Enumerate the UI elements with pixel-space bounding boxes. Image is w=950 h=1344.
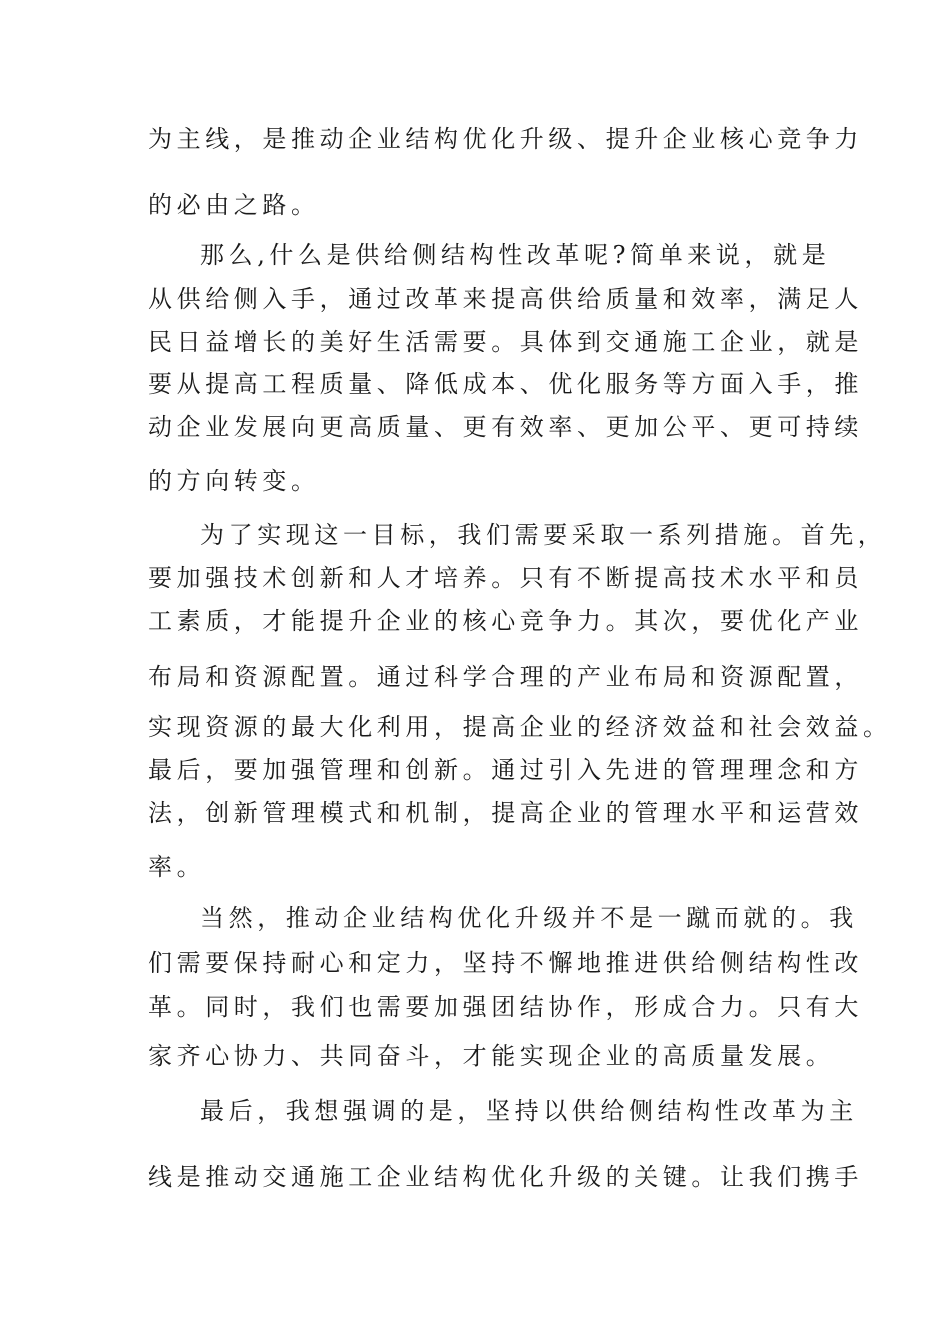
text-line: 动企业发展向更高质量、更有效率、更加公平、更可持续 — [148, 413, 863, 441]
text-line: 法，创新管理模式和机制，提高企业的管理水平和运营效 — [148, 799, 863, 827]
paragraph-start-line: 为了实现这一目标，我们需要采取一系列措施。首先， — [200, 521, 887, 549]
text-line: 要加强技术创新和人才培养。只有不断提高技术水平和员 — [148, 564, 863, 592]
paragraph-start-line: 最后，我想强调的是，坚持以供给侧结构性改革为主 — [200, 1097, 858, 1125]
paragraph-start-line: 当然，推动企业结构优化升级并不是一蹴而就的。我 — [200, 904, 858, 932]
text-line: 率。 — [148, 853, 206, 881]
text-line: 工素质，才能提升企业的核心竞争力。其次，要优化产业 — [148, 607, 863, 635]
paragraph-start-line: 那么,什么是供给侧结构性改革呢?简单来说，就是 — [200, 241, 831, 269]
text-line: 的必由之路。 — [148, 191, 320, 219]
text-line: 的方向转变。 — [148, 467, 320, 495]
text-line: 布局和资源配置。通过科学合理的产业布局和资源配置， — [148, 663, 863, 691]
text-line: 实现资源的最大化利用，提高企业的经济效益和社会效益。 — [148, 713, 892, 741]
text-line: 民日益增长的美好生活需要。具体到交通施工企业，就是 — [148, 328, 863, 356]
text-line: 要从提高工程质量、降低成本、优化服务等方面入手，推 — [148, 370, 863, 398]
text-line: 最后，要加强管理和创新。通过引入先进的管理理念和方 — [148, 756, 863, 784]
text-line: 为主线，是推动企业结构优化升级、提升企业核心竞争力 — [148, 125, 863, 153]
text-line: 们需要保持耐心和定力，坚持不懈地推进供给侧结构性改 — [148, 949, 863, 977]
text-line: 革。同时，我们也需要加强团结协作，形成合力。只有大 — [148, 993, 863, 1021]
text-line: 从供给侧入手，通过改革来提高供给质量和效率，满足人 — [148, 285, 863, 313]
text-line: 线是推动交通施工企业结构优化升级的关键。让我们携手 — [148, 1163, 863, 1191]
text-line: 家齐心协力、共同奋斗，才能实现企业的高质量发展。 — [148, 1042, 835, 1070]
